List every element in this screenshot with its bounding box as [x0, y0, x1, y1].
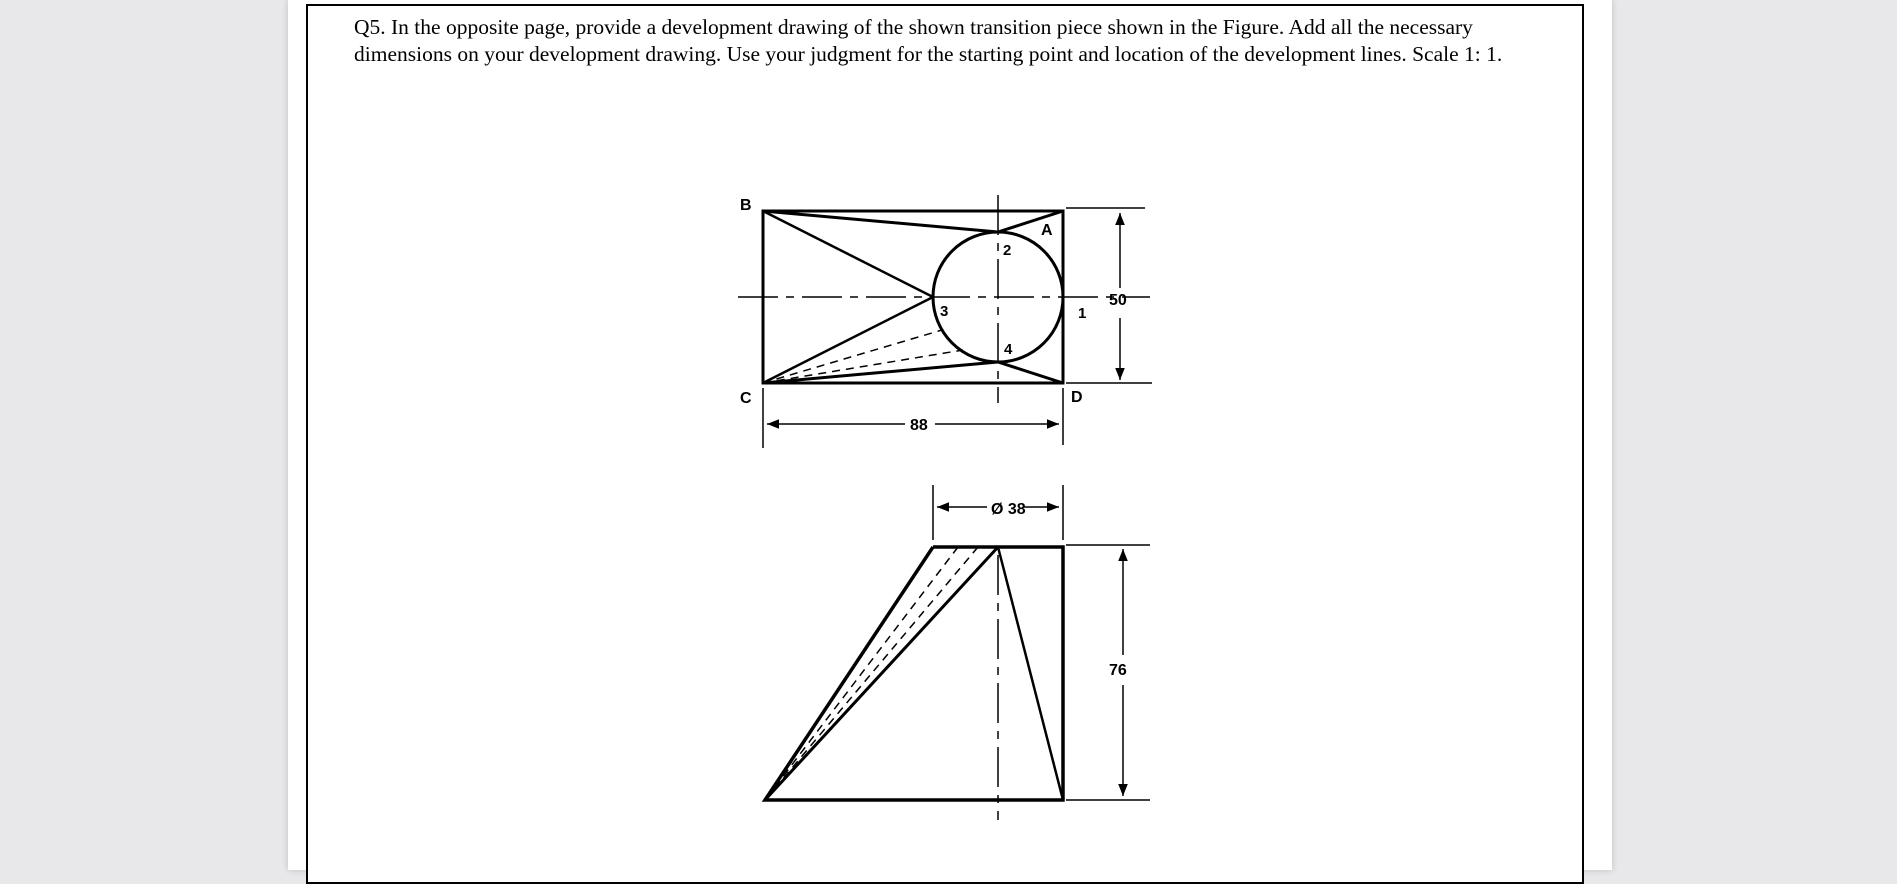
label-c: C — [740, 390, 752, 407]
elev-line-1 — [998, 547, 1063, 800]
elev-line-2 — [765, 547, 998, 800]
dimension-diameter: Ø 38 — [991, 501, 1026, 518]
label-point-3: 3 — [940, 303, 949, 320]
label-point-2: 2 — [1003, 242, 1012, 259]
line-a-2 — [998, 211, 1063, 232]
label-d: D — [1071, 389, 1083, 406]
label-point-1: 1 — [1078, 305, 1087, 322]
dimension-88: 88 — [910, 417, 928, 434]
elevation-view — [765, 485, 1150, 820]
elevation-outline — [765, 547, 1063, 800]
elev-hidden-1 — [765, 547, 958, 800]
label-a: A — [1041, 222, 1053, 239]
elev-hidden-2 — [765, 547, 978, 800]
label-point-4: 4 — [1004, 341, 1013, 358]
question-text: Q5. In the opposite page, provide a development drawing of the shown transition piece shown in the Figure. Add all the necessary dimensions on your development drawing. Use your judgment for the starting point and location of the development lines. Scale 1: 1. — [354, 15, 1503, 66]
dimension-76: 76 — [1109, 662, 1127, 679]
line-d-4 — [998, 362, 1063, 383]
dimension-50: 50 — [1109, 292, 1127, 309]
plan-view — [738, 195, 1152, 448]
label-b: B — [740, 197, 752, 214]
